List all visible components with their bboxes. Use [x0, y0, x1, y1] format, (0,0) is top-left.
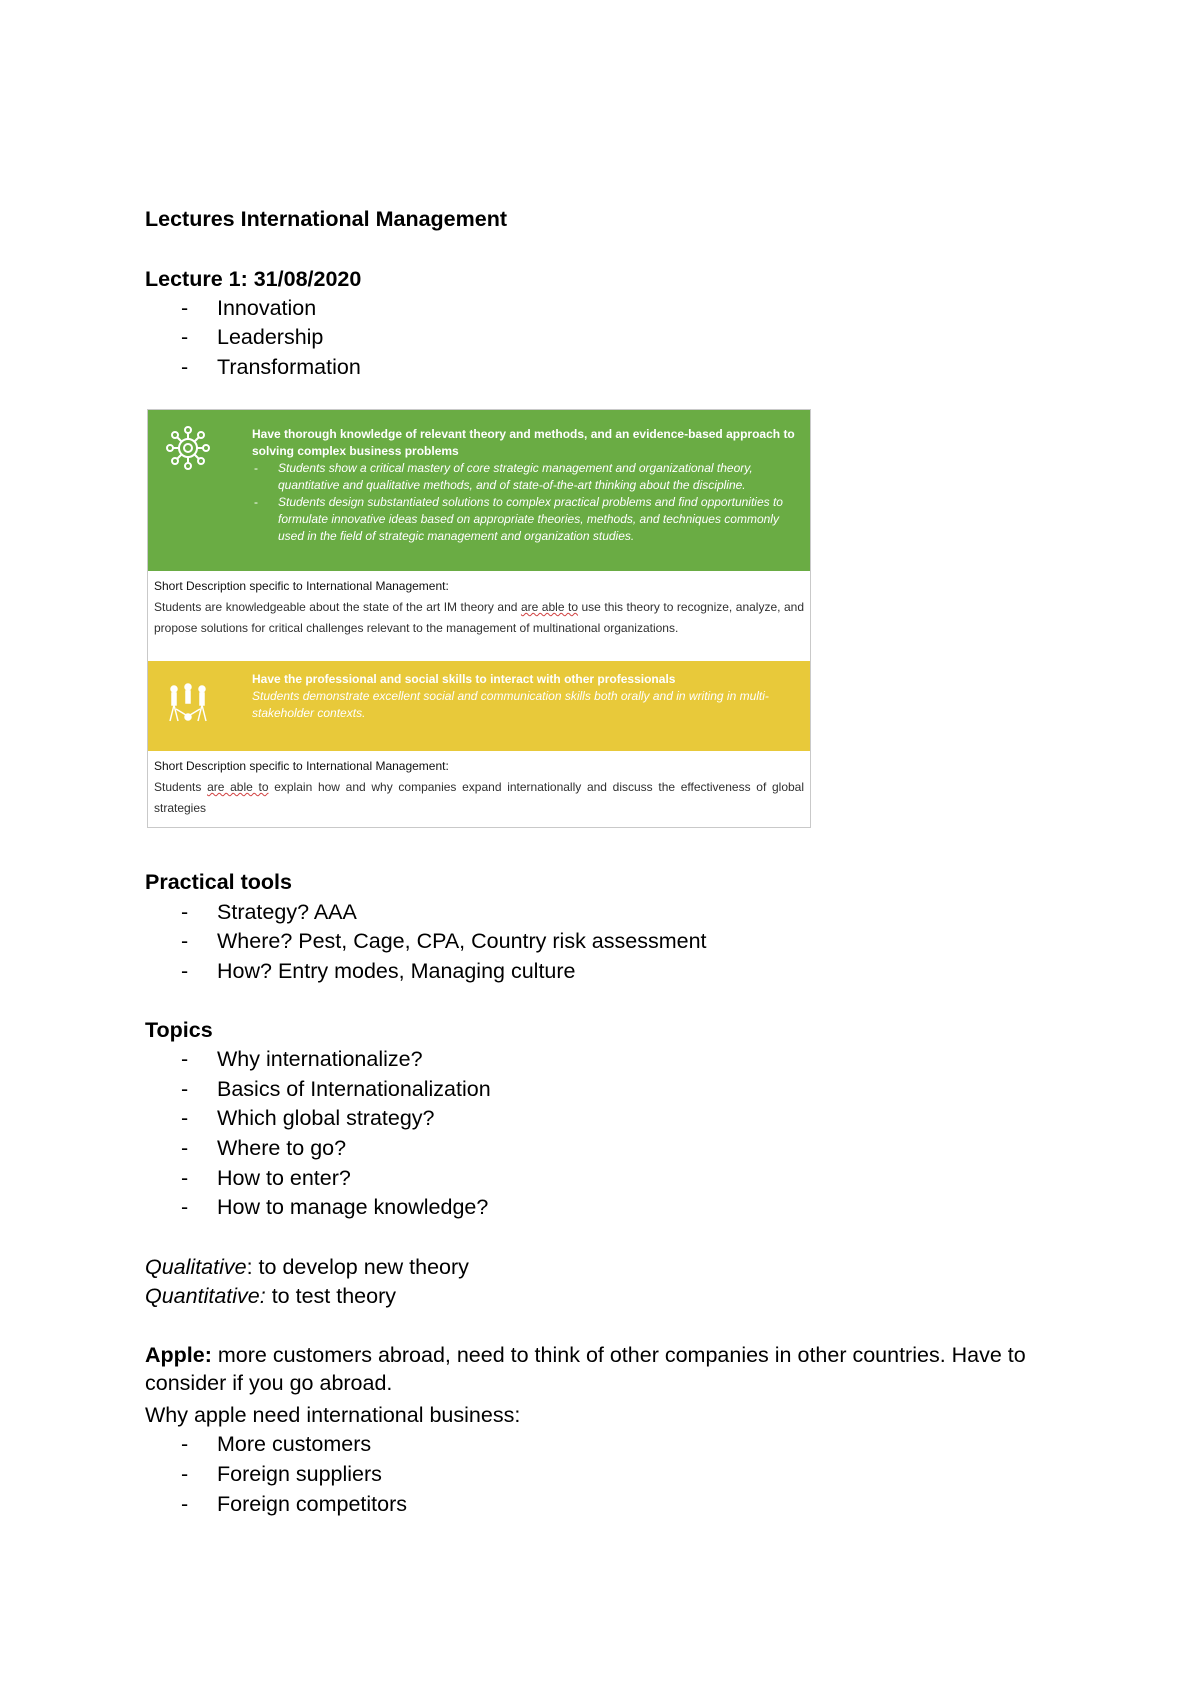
- objective-block-knowledge: [148, 410, 810, 571]
- short-description-title: Short Description specific to International Management:: [154, 579, 449, 593]
- quantitative-label: Quantitative:: [145, 1284, 266, 1308]
- bullet-marker: -: [181, 325, 189, 349]
- objective-block-skills: [148, 661, 810, 751]
- short-description-title: Short Description specific to International Management:: [154, 759, 449, 773]
- embedded-objectives-image: [147, 409, 811, 828]
- bullet-marker: -: [181, 1195, 189, 1219]
- bullet-marker: -: [181, 1077, 189, 1101]
- short-description-1: [154, 576, 804, 639]
- short-description-text: Students are knowledgeable about the state of the art IM theory and are able to use this theory to recognize, analyze, and propose solutions for critical challenges relevant to the management of multinational organizations.: [154, 600, 804, 635]
- bullet-marker: -: [181, 355, 189, 379]
- bullet-marker: -: [181, 1462, 189, 1486]
- apple-paragraph: Apple: more customers abroad, need to think of other companies in other countries. Have to consider if you go abroad.: [145, 1343, 1026, 1395]
- qualitative-line: Qualitative: to develop new theory: [145, 1255, 469, 1279]
- objective-point: - Students show a critical mastery of core strategic management and organizational theory, quantitative and qualitative methods, and of state-of-the-art thinking about the discipline.: [252, 460, 808, 494]
- section-heading-topics: Topics: [145, 1018, 213, 1042]
- short-description-2: [154, 756, 804, 819]
- short-description-text: Students are able to explain how and why companies expand internationally and discuss the effectiveness of global strategies: [154, 780, 804, 815]
- bullet-marker: -: [181, 959, 189, 983]
- quantitative-line: Quantitative: to test theory: [145, 1284, 396, 1308]
- objective-point: Students demonstrate excellent social and communication skills both orally and in writing in multi-stakeholder contexts.: [252, 689, 769, 720]
- document-title: Lectures International Management: [145, 207, 507, 231]
- objective-title: Have the professional and social skills to interact with other professionals: [252, 672, 676, 686]
- apple-label: Apple:: [145, 1343, 212, 1367]
- bullet-marker: -: [181, 1166, 189, 1190]
- bullet-marker: -: [181, 929, 189, 953]
- gear-network-icon: [164, 424, 212, 472]
- bullet-marker: -: [181, 1492, 189, 1516]
- lecture-heading: Lecture 1: 31/08/2020: [145, 267, 362, 291]
- people-network-icon: [164, 681, 212, 729]
- objective-title: Have thorough knowledge of relevant theory and methods, and an evidence-based approach to solving complex business problems: [252, 427, 795, 458]
- bullet-marker: -: [181, 900, 189, 924]
- section-heading-practical-tools: Practical tools: [145, 870, 292, 894]
- objective-point: - Students design substantiated solutions to complex practical problems and find opportunities to formulate innovative ideas based on appropriate theories, methods, and techniques commonly used in the field of strategic management and organization studies.: [252, 494, 808, 545]
- bullet-marker: -: [181, 296, 189, 320]
- bullet-marker: -: [181, 1136, 189, 1160]
- apple-why-line: Why apple need international business:: [145, 1403, 521, 1427]
- bullet-marker: -: [181, 1047, 189, 1071]
- bullet-marker: -: [181, 1432, 189, 1456]
- bullet-marker: -: [181, 1106, 189, 1130]
- qualitative-label: Qualitative: [145, 1255, 247, 1279]
